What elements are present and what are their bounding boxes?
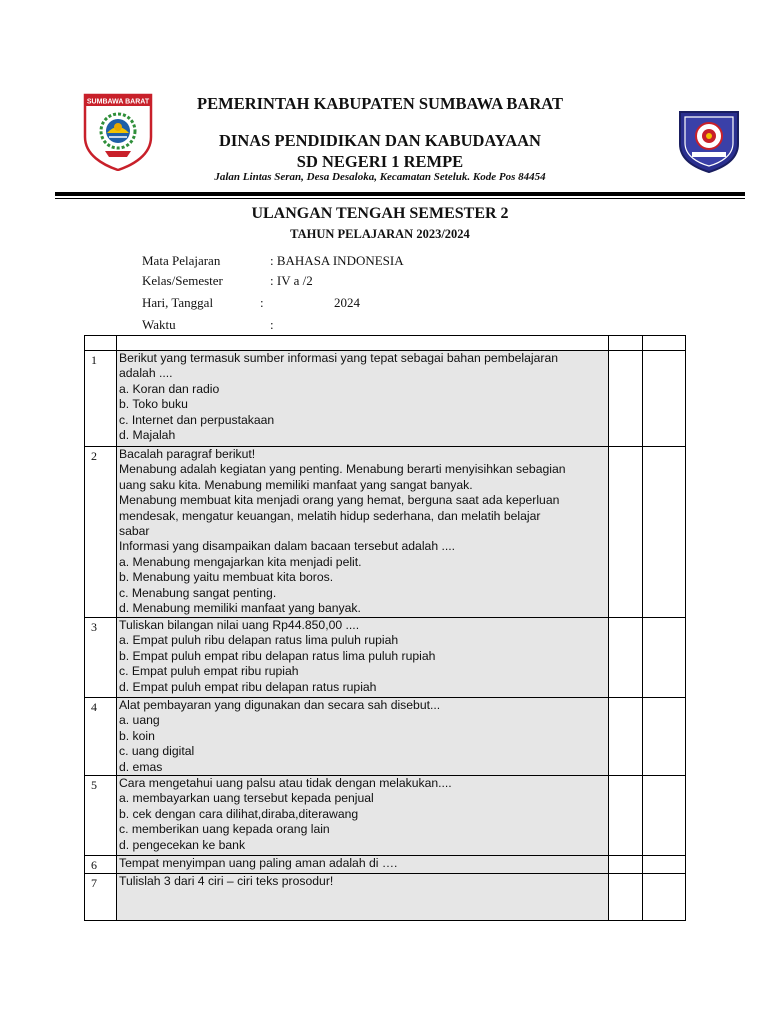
meta-subject-label: Mata Pelajaran (142, 253, 221, 268)
question-row (85, 351, 686, 447)
question-line: uang saku kita. Menabung memiliki manfaat yang sangat banyak. (119, 477, 473, 492)
sd-negeri-1-rempe-logo (674, 106, 744, 174)
question-number: 6 (85, 856, 117, 874)
score-cell (643, 618, 686, 698)
header-cell-question (117, 336, 609, 351)
question-text (117, 776, 609, 856)
question-line: c. Empat puluh empat ribu rupiah (119, 664, 299, 679)
score-cell (643, 698, 686, 776)
question-line: c. Internet dan perpustakaan (119, 412, 275, 427)
exam-year: TAHUN PELAJARAN 2023/2024 (290, 227, 470, 241)
mark-cell (609, 856, 643, 874)
question-line: Menabung adalah kegiatan yang penting. Menabung berarti menyisihkan sebagian (119, 462, 566, 477)
meta-time-label: Waktu (142, 317, 176, 332)
question-row (85, 776, 686, 856)
question-row (85, 856, 686, 874)
svg-text:SUMBAWA BARAT: SUMBAWA BARAT (86, 98, 150, 106)
question-line: a. membayarkan uang tersebut kepada penjual (119, 791, 374, 806)
question-line: Bacalah paragraf berikut! (119, 447, 256, 461)
score-cell (643, 351, 686, 447)
mark-cell (609, 351, 643, 447)
question-line: b. Empat puluh empat ribu delapan ratus lima puluh rupiah (119, 648, 436, 663)
mark-cell (609, 776, 643, 856)
question-line: Tuliskan bilangan nilai uang Rp44.850,00 .... (119, 618, 360, 632)
question-line: Tulislah 3 dari 4 ciri – ciri teks prosodur! (119, 874, 334, 889)
questions-table (84, 335, 686, 921)
question-number: 1 (85, 351, 117, 447)
header-divider-thin (55, 198, 745, 199)
mark-cell (609, 874, 643, 921)
meta-date-label: Hari, Tanggal (142, 295, 214, 310)
meta-time-value: : (270, 317, 274, 332)
question-line: Berikut yang termasuk sumber informasi yang tepat sebagai bahan pembelajaran (119, 351, 558, 365)
question-text (117, 874, 609, 921)
question-row (85, 698, 686, 776)
header-cell-mark (609, 336, 643, 351)
question-line: Alat pembayaran yang digunakan dan secara sah disebut... (119, 698, 441, 712)
kabupaten-sumbawa-barat-logo (83, 93, 153, 171)
question-line: Menabung membuat kita menjadi orang yang hemat, berguna saat ada keperluan (119, 493, 560, 508)
question-row (85, 618, 686, 698)
question-line: Tempat menyimpan uang paling aman adalah di …. (119, 856, 398, 871)
header-address: Jalan Lintas Seran, Desa Desaloka, Kecamatan Seteluk. Kode Pos 84454 (214, 171, 546, 183)
question-line: c. uang digital (119, 744, 195, 759)
score-cell (643, 856, 686, 874)
header-government: PEMERINTAH KABUPATEN SUMBAWA BARAT (197, 94, 563, 113)
score-cell (643, 447, 686, 618)
question-text (117, 447, 609, 618)
score-cell (643, 874, 686, 921)
question-row (85, 874, 686, 921)
question-line: mendesak, mengatur keuangan, melatih hidup sederhana, dan melatih belajar (119, 508, 541, 523)
question-text (117, 618, 609, 698)
question-line: Informasi yang disampaikan dalam bacaan tersebut adalah .... (119, 539, 456, 554)
question-text (117, 351, 609, 447)
header-divider-thick (55, 192, 745, 196)
meta-class-value: : IV a /2 (270, 273, 313, 288)
question-line: d. Majalah (119, 428, 176, 443)
question-line: Cara mengetahui uang palsu atau tidak dengan melakukan.... (119, 776, 452, 791)
question-number: 5 (85, 776, 117, 856)
question-line: d. emas (119, 759, 163, 774)
header-cell-number (85, 336, 117, 351)
question-line: c. Menabung sangat penting. (119, 585, 277, 600)
question-line: adalah .... (119, 366, 173, 381)
mark-cell (609, 618, 643, 698)
header-cell-score (643, 336, 686, 351)
header-school: SD NEGERI 1 REMPE (296, 152, 464, 171)
question-text (117, 698, 609, 776)
question-number: 4 (85, 698, 117, 776)
question-line: b. Menabung yaitu membuat kita boros. (119, 570, 334, 585)
question-line: b. cek dengan cara dilihat,diraba,diterawang (119, 806, 359, 821)
question-line: a. Empat puluh ribu delapan ratus lima puluh rupiah (119, 633, 399, 648)
mark-cell (609, 447, 643, 618)
question-line: b. Toko buku (119, 397, 188, 412)
question-number: 3 (85, 618, 117, 698)
question-line: a. uang (119, 713, 160, 728)
meta-class-label: Kelas/Semester (142, 273, 223, 288)
question-line: d. Empat puluh empat ribu delapan ratus rupiah (119, 679, 377, 694)
exam-title: ULANGAN TENGAH SEMESTER 2 (251, 205, 509, 222)
meta-subject-value: : BAHASA INDONESIA (270, 253, 404, 268)
question-line: sabar (119, 524, 150, 539)
question-text (117, 856, 609, 874)
question-line: b. koin (119, 728, 155, 743)
question-line: a. Menabung mengajarkan kita menjadi pelit. (119, 554, 362, 569)
question-row (85, 447, 686, 618)
meta-date-colon: : (260, 295, 264, 310)
header-department: DINAS PENDIDIKAN DAN KABUDAYAAN (219, 131, 541, 150)
question-number: 2 (85, 447, 117, 618)
question-line: c. memberikan uang kepada orang lain (119, 822, 330, 837)
table-header-row (85, 336, 686, 351)
question-line: d. pengecekan ke bank (119, 837, 246, 852)
meta-date-value: 2024 (334, 295, 360, 310)
question-line: d. Menabung memiliki manfaat yang banyak. (119, 601, 361, 616)
score-cell (643, 776, 686, 856)
question-line: a. Koran dan radio (119, 381, 220, 396)
mark-cell (609, 698, 643, 776)
question-number: 7 (85, 874, 117, 921)
